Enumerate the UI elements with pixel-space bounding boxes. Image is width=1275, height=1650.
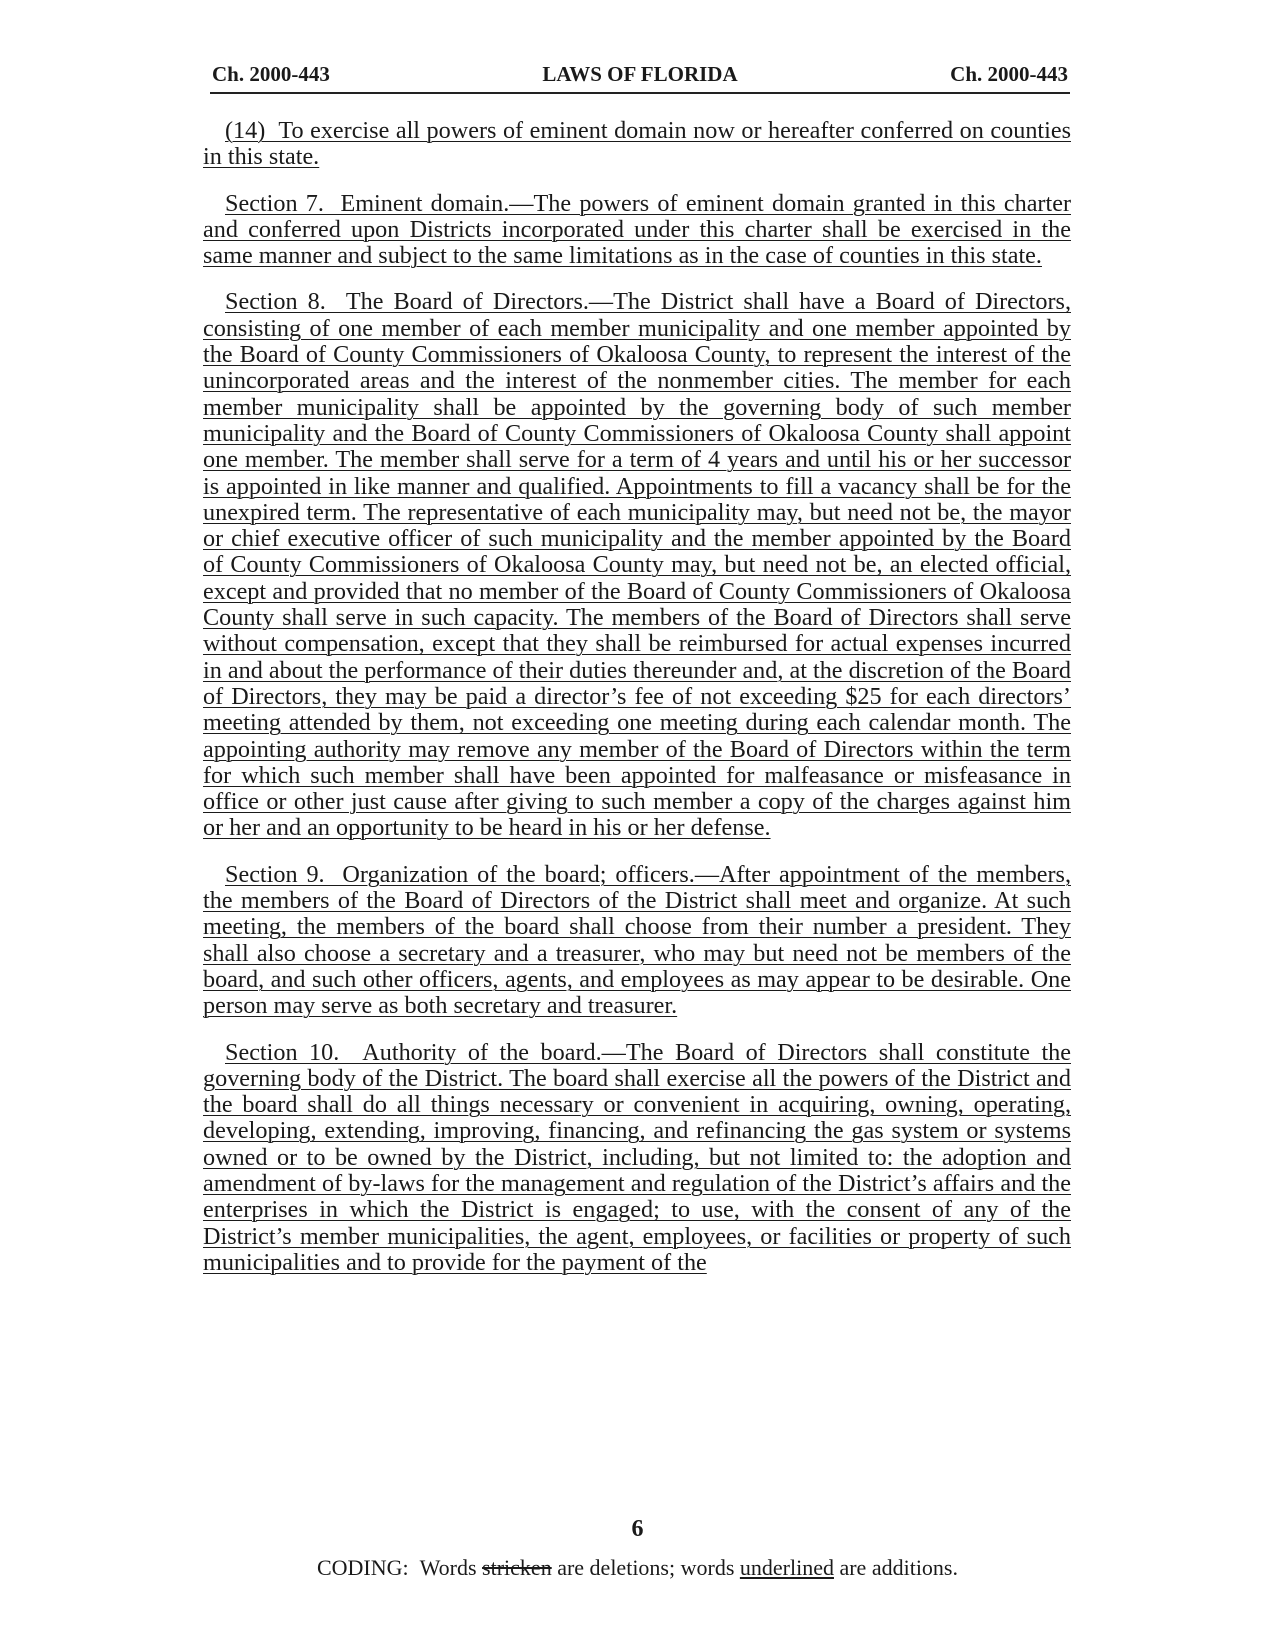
coding-underlined-example: underlined: [739, 1555, 834, 1580]
paragraph-section-9: Section 9. Organization of the board; officers.—After appointment of the members, the members of the Board of Directors of the District shall meet and organize. At such meeting, the members of the board shall choose from their number a president. They shall also choose a secretary and a treasurer, who may but need not be members of the board, and such other officers, agents, and employees as may appear to be desirable. One person may serve as both secretary and treasurer.: [203, 860, 1071, 1020]
page-number: 6: [631, 1516, 644, 1542]
paragraph-section-10: Section 10. Authority of the board.—The Board of Directors shall constitute the governing body of the District. The board shall exercise all the powers of the District and the board shall do all things necessary or convenient in acquiring, owning, operating, developing, extending, improving, financing, and refinancing the gas system or systems owned or to be owned by the District, including, but not limited to: the adoption and amendment of by-laws for the management and regulation of the District’s affairs and the enterprises in which the District is engaged; to use, with the consent of any of the District’s member municipalities, the agent, employees, or facilities or property of such municipalities and to provide for the payment of the: [203, 1038, 1071, 1276]
coding-suffix: are additions.: [839, 1555, 958, 1580]
coding-middle: are deletions; words: [557, 1555, 735, 1580]
running-header: [210, 62, 1070, 94]
paragraph-section-8: Section 8. The Board of Directors.—The District shall have a Board of Directors, consisting of one member of each member municipality and one member appointed by the Board of County Commissioners of Okaloosa County, to represent the interest of the unincorporated areas and the interest of the nonmember cities. The member for each member municipality shall be appointed by the governing body of such member municipality and the Board of County Commissioners of Okaloosa County shall appoint one member. The member shall serve for a term of 4 years and until his or her successor is appointed in like manner and qualified. Appointments to fill a vacancy shall be for the unexpired term. The representative of each municipality may, but need not be, the mayor or chief executive officer of such municipality and the member appointed by the Board of County Commissioners of Okaloosa County may, but need not be, an elected official, except and provided that no member of the Board of County Commissioners of Okaloosa County shall serve in such capacity. The members of the Board of Directors shall serve without compensation, except that they shall be reimbursed for actual expenses incurred in and about the performance of their duties thereunder and, at the discretion of the Board of Directors, they may be paid a director’s fee of not exceeding $25 for each directors’ meeting attended by them, not exceeding one meeting during each calendar month. The appointing authority may remove any member of the Board of Directors within the term for which such member shall have been appointed for malfeasance or misfeasance in office or other just cause after giving to such member a copy of the charges against him or her and an opportunity to be heard in his or her defense.: [203, 288, 1071, 842]
coding-legend: [0, 1555, 1275, 1581]
document-body: [203, 118, 1071, 1296]
header-title: LAWS OF FLORIDA: [542, 62, 738, 86]
coding-prefix: CODING: Words: [316, 1555, 477, 1580]
chapter-number-right: Ch. 2000-443: [950, 62, 1068, 86]
coding-stricken-example: stricken: [482, 1555, 552, 1580]
paragraph-section-7: Section 7. Eminent domain.—The powers of eminent domain granted in this charter and conferred upon Districts incorporated under this charter shall be exercised in the same manner and subject to the same limitations as in the case of counties in this state.: [203, 189, 1071, 270]
paragraph-subsection-14: (14) To exercise all powers of eminent domain now or hereafter conferred on counties in this state.: [203, 117, 1071, 171]
chapter-number-left: Ch. 2000-443: [212, 62, 330, 86]
